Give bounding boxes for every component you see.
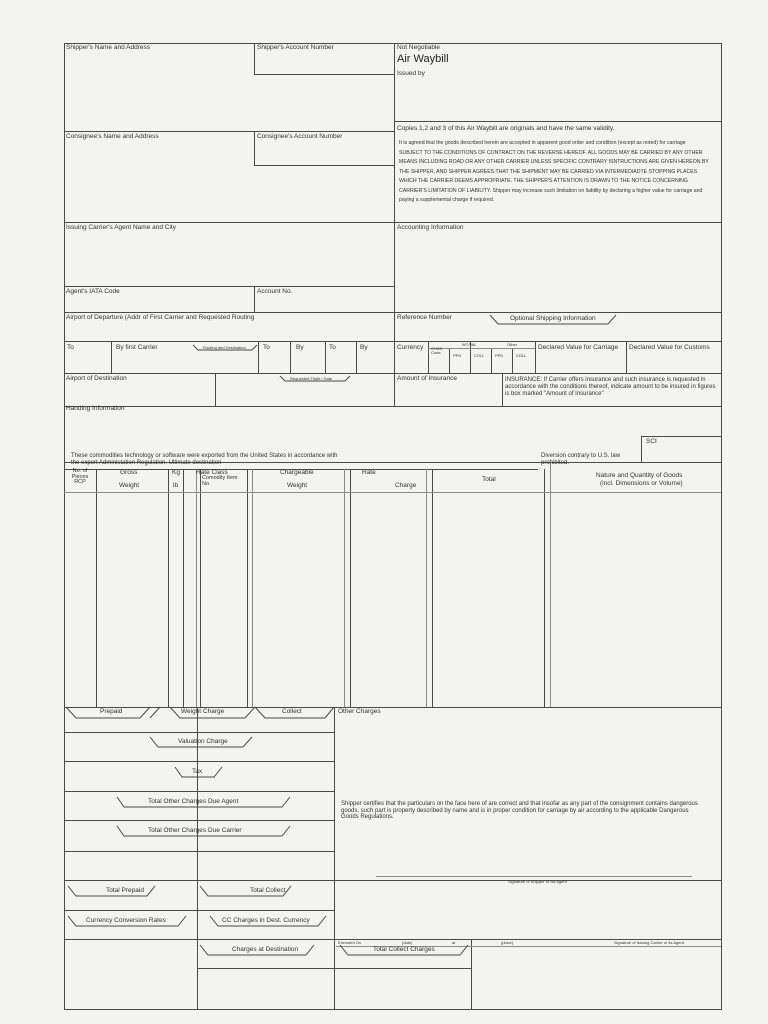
copies-note: Copies 1,2 and 3 of this Air Waybill are originals and have the same validity. [397,125,615,132]
currency-label: Currency [397,344,424,351]
lb-header: lb [173,482,179,489]
by-first-carrier-label: By first Carrier [116,344,158,351]
collect-label: Collect [282,708,302,715]
routing-by-3-label: By [360,344,368,351]
total-header: Total [482,476,496,483]
coll-2-label: COLL [516,353,527,358]
pieces-header: No. of Pieces RCP [71,468,89,485]
chargeable-header: Chargeable [280,469,314,476]
at-label: at [452,940,456,945]
weight-charge-label: Weight Charge [181,708,225,715]
total-collect-charges-label: Total Collect Charges [373,946,435,953]
chgs-code-label: CHGS Code [431,346,443,355]
coll-1-label: COLL [474,353,485,358]
routing-to-3-label: To [329,344,336,351]
executed-on-label: Executed On [338,940,362,945]
signature-shipper-label: Signature of Shipper or his Agent [508,879,567,884]
wt-val-label: WT/VAL [462,342,477,347]
requested-flight-label: Requested Flight / Date [290,376,333,381]
gross-weight-header: Weight [119,482,140,489]
optional-shipping-label: Optional Shipping Information [510,315,596,322]
routing-by-2-label: By [296,344,304,351]
shippers-account-label: Shipper's Account Number [257,44,334,51]
routing-to-2-label: To [263,344,270,351]
total-other-carrier-label: Total Other Charges Due Carrier [148,827,242,834]
airport-destination-label: Airport of Destination [66,375,127,382]
charge-header: Charge [395,482,417,489]
export-note: These commodities technology or software were exported from the United States in accordance with the export Administation Regulation. Ultimate destination [71,453,338,466]
other-charges-label: Other Charges [338,708,381,715]
consignees-name-label: Consignee's Name and Address [66,133,159,140]
agent-iata-label: Agent's IATA Code [66,288,120,295]
total-collect-label: Total Collect [250,887,286,894]
shippers-name-label: Shipper's Name and Address [66,44,150,51]
declared-customs-label: Declared Value for Customs [629,344,710,351]
accounting-info-label: Accounting Information [397,224,464,231]
total-prepaid-label: Total Prepaid [106,887,144,894]
charges-destination-label: Charges at Destination [232,946,299,953]
sci-label: SCI [646,438,657,445]
reference-number-label: Reference Number [397,314,452,321]
issuing-agent-label: Issuing Carrier's Agent Name and City [66,224,176,231]
routing-destination-label: Routing and Destination [203,345,246,350]
shipper-certification: Shipper certifies that the particulars on the face here of are correct and that insofar as any part of the consignment contains dangerous goods, such part is property described by name and is in proper condition for carriage by air according to the applicable Dangerous Goods Regulations. [341,801,698,820]
kg-header: Kg [172,469,180,476]
date-label: (date) [402,940,413,945]
cc-charges-label: CC Charges in Dest. Currency [222,917,310,924]
diversion-note: Diversion contrary to U.S. law prohibited. [541,453,621,466]
airport-departure-label: Airport of Departure (Addr of First Carrier and Requested Routing [66,314,255,321]
routing-to-label: To [67,344,74,351]
tax-label: Tax [192,768,203,775]
ppd-1-label: PPD [453,353,462,358]
gross-header: Gross [120,469,138,476]
prepaid-label: Prepaid [100,708,123,715]
signature-carrier-label: Signature of Issuing Carrier or its Agent [614,940,684,945]
valuation-charge-label: Valuation Charge [178,738,228,745]
amount-insurance-label: Amount of Insurance [397,375,457,382]
air-waybill-title: Air Waybill [397,53,449,65]
handling-info-label: Handing Information [66,405,125,412]
chargeable-weight-header: Weight [287,482,308,489]
currency-conversion-label: Currency Conversion Rates [86,917,166,924]
issued-by-label: Issued by [397,70,425,77]
rate-header: Rate [362,469,376,476]
rate-class-header: Rate Class [196,469,228,476]
other-label: Other [507,342,518,347]
conditions-of-contract: It is agreed that the goods described herein are accepted in apparent good order and condition (except as noted) for carriage SUBJECT TO THE CONDITIONS OF CONTRACT ON THE REVERSE HEREOF. ALL GOODS MAY BE CARRIED BY ANY OTHER MEANS INCLUDING ROAD OR ANY OTHER CARRIER UNLESS SPECIFIC CONTRARY ISNTRUCTIONS ARE GIVEN HEREON BY THE SHIPPER, AND SHIPPER AGREES THAT THE SHIPMENT MAY BE CARRIED VIA INTERMEDIADTE STOPPING PLACES WHICH THE CARRIER DEEMS APPROPRIATE. THE SHIPPER'S ATTENTION IS DRAWN TO THE NOTICE CONCERNING CARRIER'S LIMITATION OF LIABILITY. Shipper may increase such limitation on liability by declaring a higher value for carriage and paying a supplemental charge if required. [399,140,709,203]
nature-goods-header: Nature and Quantity of Goods [596,472,683,479]
not-negotiable-label: Not Negotiable [397,44,440,51]
place-label: (place) [501,940,514,945]
consignees-account-label: Consignee's Account Number [257,133,343,140]
declared-carriage-label: Declared Value for Carriage [538,344,619,351]
account-no-label: Account No. [257,288,293,295]
insurance-note: INSURANCE: If Carrier offers insurance and such insurance is requested in accordance with the conditions thereof, indicate amount to be insured in figures is box marked "Amount of Insurance" [505,377,716,397]
ppd-2-label: PPD [495,353,504,358]
dimensions-header: (incl. Dimensions or Volume) [600,480,683,487]
commodity-header: Comodity Item No. [202,475,238,487]
total-other-agent-label: Total Other Charges Due Agent [148,798,239,805]
